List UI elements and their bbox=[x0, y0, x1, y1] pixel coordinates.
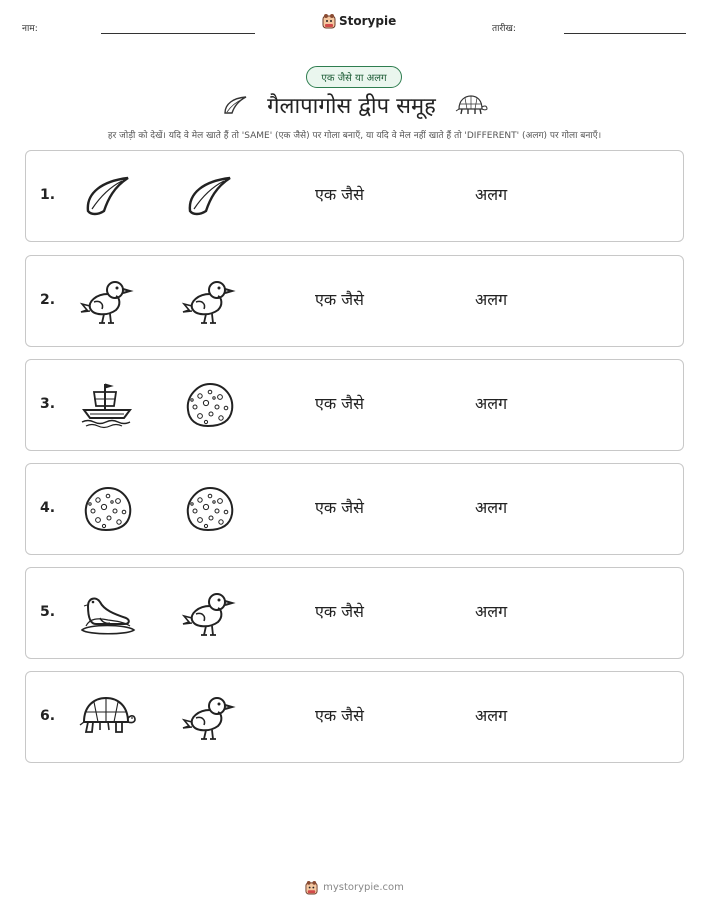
worksheet-type-badge: एक जैसे या अलग bbox=[306, 66, 402, 88]
title-row bbox=[0, 90, 709, 120]
date-label: तारीख: bbox=[492, 24, 516, 34]
question-card bbox=[25, 150, 684, 242]
date-line[interactable] bbox=[564, 33, 686, 34]
rock-icon bbox=[180, 380, 238, 430]
bird-icon bbox=[180, 588, 238, 638]
storypie-logo-icon bbox=[305, 880, 318, 895]
question-card bbox=[25, 463, 684, 555]
different-option[interactable]: अलग bbox=[475, 498, 508, 517]
bird-icon bbox=[78, 276, 136, 326]
question-card bbox=[25, 359, 684, 451]
instructions: हर जोड़ी को देखें। यदि वे मेल खाते हैं तो 'SAME' (एक जैसे) पर गोला बनाएँ, या यदि वे मेल नहीं खाते हैं तो 'DIFFERENT' (अलग) पर गोला बनाएँ। bbox=[107, 131, 602, 141]
different-option[interactable]: अलग bbox=[475, 602, 508, 621]
same-option[interactable]: एक जैसे bbox=[315, 498, 364, 517]
question-number: 1. bbox=[40, 187, 56, 203]
same-option[interactable]: एक जैसे bbox=[315, 290, 364, 309]
rock-icon bbox=[78, 484, 136, 534]
tortoise-icon bbox=[78, 692, 136, 742]
leaf-icon bbox=[221, 94, 249, 116]
tortoise-icon bbox=[454, 94, 488, 116]
different-option[interactable]: अलग bbox=[475, 185, 508, 204]
leaf-icon bbox=[180, 171, 238, 221]
page-title: गैलापागोस द्वीप समूह bbox=[267, 94, 436, 119]
question-card bbox=[25, 255, 684, 347]
name-line[interactable] bbox=[101, 33, 255, 34]
brand bbox=[322, 13, 396, 29]
different-option[interactable]: अलग bbox=[475, 290, 508, 309]
footer bbox=[0, 880, 709, 895]
name-label: नाम: bbox=[22, 24, 38, 34]
leaf-icon bbox=[78, 171, 136, 221]
same-option[interactable]: एक जैसे bbox=[315, 706, 364, 725]
brand-name: Storypie bbox=[339, 14, 397, 28]
question-number: 4. bbox=[40, 500, 56, 516]
rock-icon bbox=[180, 484, 238, 534]
seal-icon bbox=[78, 588, 136, 638]
same-option[interactable]: एक जैसे bbox=[315, 602, 364, 621]
question-number: 2. bbox=[40, 292, 56, 308]
question-number: 5. bbox=[40, 604, 56, 620]
question-card bbox=[25, 671, 684, 763]
question-number: 6. bbox=[40, 708, 56, 724]
ship-icon bbox=[78, 380, 136, 430]
different-option[interactable]: अलग bbox=[475, 394, 508, 413]
bird-icon bbox=[180, 276, 238, 326]
question-card bbox=[25, 567, 684, 659]
same-option[interactable]: एक जैसे bbox=[315, 394, 364, 413]
footer-url[interactable]: mystorypie.com bbox=[323, 882, 404, 893]
storypie-logo-icon bbox=[322, 13, 336, 29]
bird-icon bbox=[180, 692, 238, 742]
same-option[interactable]: एक जैसे bbox=[315, 185, 364, 204]
different-option[interactable]: अलग bbox=[475, 706, 508, 725]
question-number: 3. bbox=[40, 396, 56, 412]
